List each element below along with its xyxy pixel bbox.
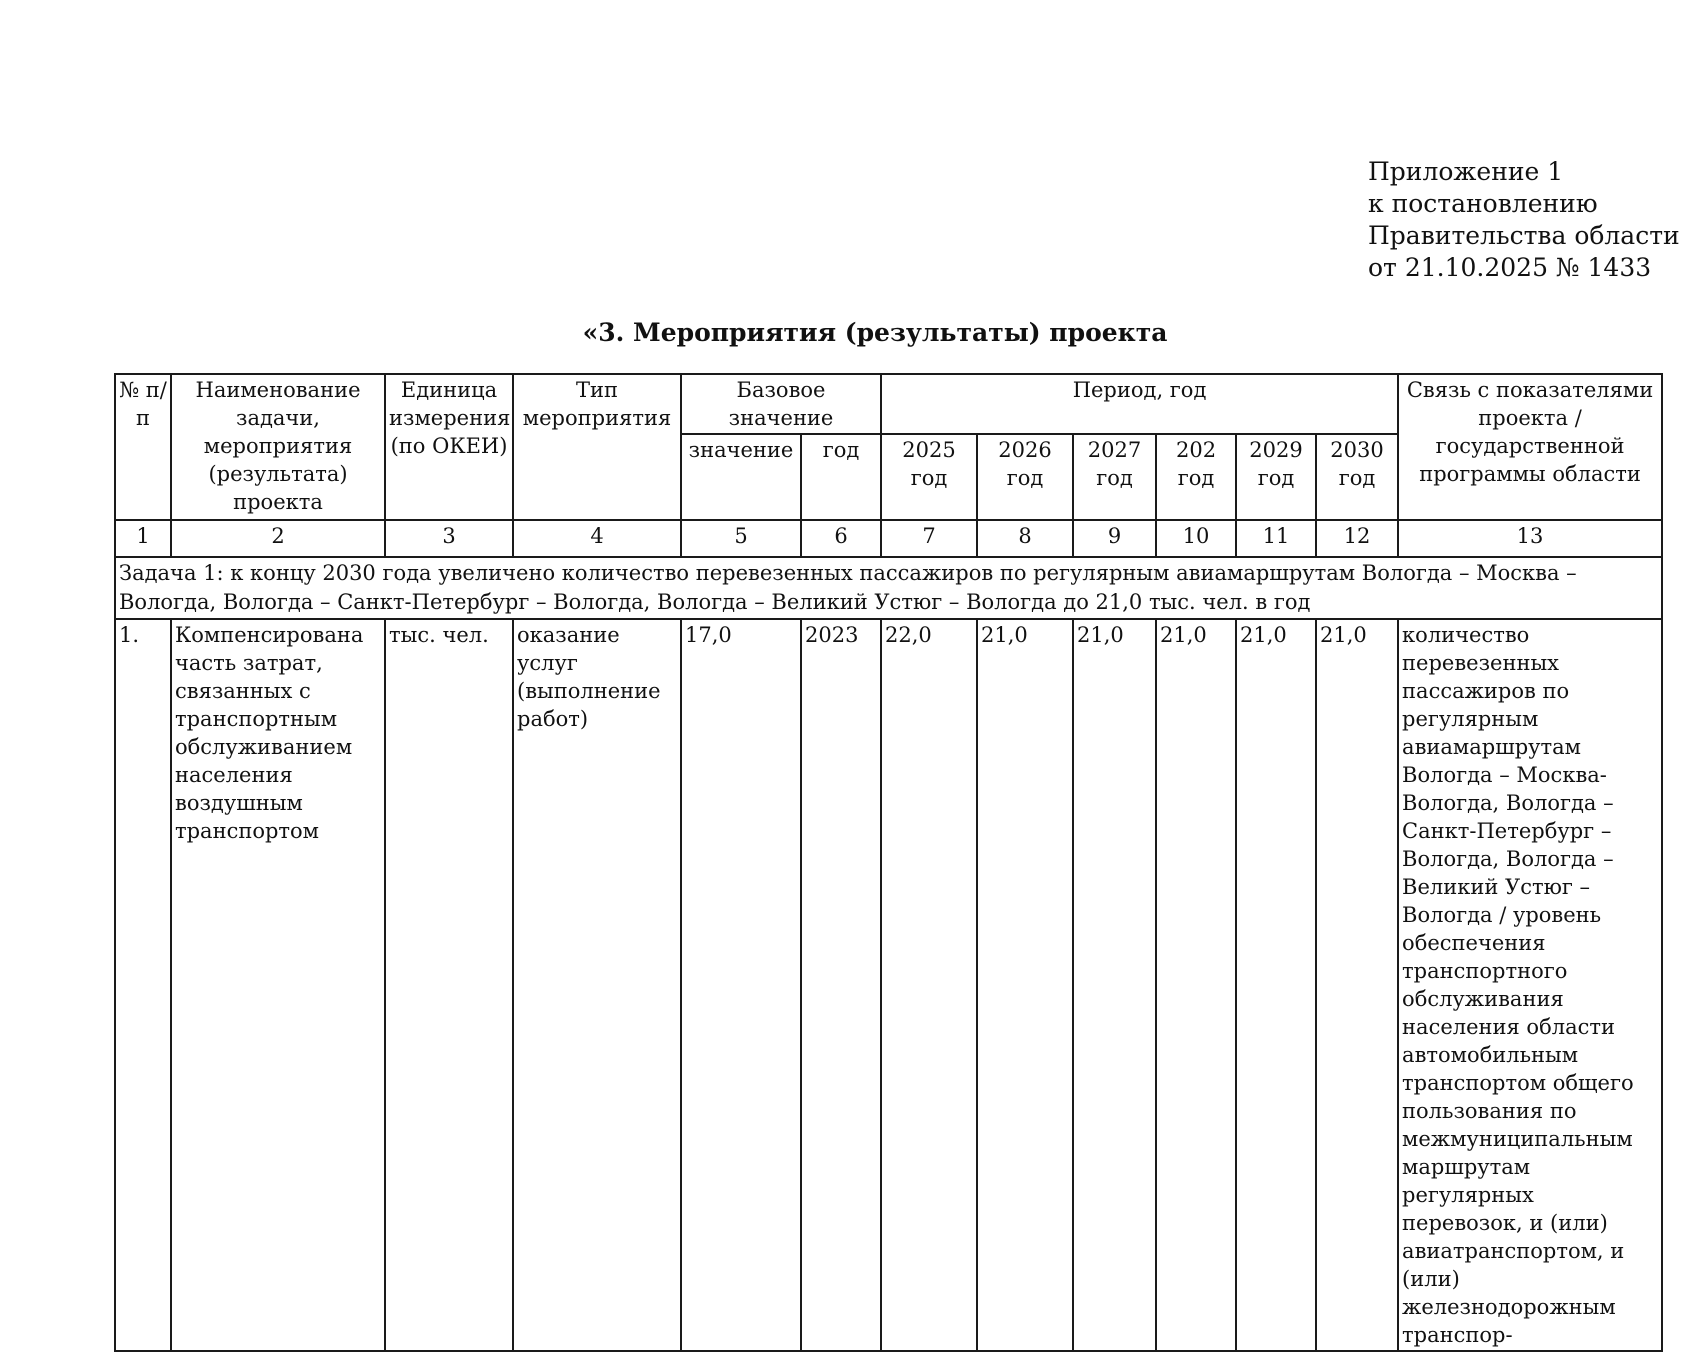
- column-number: 11: [1236, 520, 1316, 557]
- header-year-2026: 2026 год: [977, 434, 1073, 520]
- task-text: Задача 1: к концу 2030 года увеличено количество перевезенных пассажиров по регулярным авиамаршрутам Вологда – Москва – Вологда, Вологда – Санкт-Петербург – Вологда, Вологда – Великий Устюг – Вологда до 21,0 тыс. чел. в год: [115, 557, 1662, 619]
- column-number-row: [115, 520, 1662, 557]
- appendix-line: Правительства области: [1368, 221, 1680, 250]
- header-base-value: значение: [681, 434, 801, 520]
- table-row: [115, 619, 1662, 1351]
- header-period-group: Период, год: [881, 374, 1398, 434]
- row-num: 1.: [115, 619, 171, 1351]
- column-number: 1: [115, 520, 171, 557]
- header-year-2030: 2030 год: [1316, 434, 1398, 520]
- header-year-2027: 2027 год: [1073, 434, 1156, 520]
- row-value-2030: 21,0: [1316, 619, 1398, 1351]
- column-number: 9: [1073, 520, 1156, 557]
- column-number: 5: [681, 520, 801, 557]
- appendix-line: Приложение 1: [1368, 157, 1564, 186]
- column-number: 8: [977, 520, 1073, 557]
- column-number: 3: [385, 520, 513, 557]
- row-unit: тыс. чел.: [385, 619, 513, 1351]
- column-number: 12: [1316, 520, 1398, 557]
- row-link: количество перевезенных пассажиров по регулярным авиамаршрутам Вологда – Москва-Вологда, Вологда – Санкт-Петербург – Вологда, Вологда – Великий Устюг – Вологда / уровень обеспечения транспортного обслуживания населения области автомобильным транспортом общего пользования по межмуниципальным маршрутам регулярных перевозок, и (или) авиатранспортом, и (или) железнодорожным транспор-: [1398, 619, 1662, 1351]
- appendix-line: к постановлению: [1368, 189, 1598, 218]
- row-value-2025: 22,0: [881, 619, 977, 1351]
- header-year-2028: 202 год: [1156, 434, 1236, 520]
- row-value-2028: 21,0: [1156, 619, 1236, 1351]
- appendix-block: [1368, 156, 1680, 284]
- column-number: 2: [171, 520, 385, 557]
- task-row: [115, 557, 1662, 619]
- column-number: 13: [1398, 520, 1662, 557]
- row-value-2027: 21,0: [1073, 619, 1156, 1351]
- column-number: 4: [513, 520, 681, 557]
- header-link: Связь с показателями проекта / государственной программы области: [1398, 374, 1662, 520]
- measures-table: [114, 373, 1663, 1352]
- row-value-2029: 21,0: [1236, 619, 1316, 1351]
- column-number: 10: [1156, 520, 1236, 557]
- appendix-line: от 21.10.2025 № 1433: [1368, 253, 1652, 282]
- header-base-group: Базовое значение: [681, 374, 881, 434]
- row-value-2026: 21,0: [977, 619, 1073, 1351]
- header-row: [115, 374, 1662, 434]
- row-base-year: 2023: [801, 619, 881, 1351]
- header-num: № п/п: [115, 374, 171, 520]
- column-number: 6: [801, 520, 881, 557]
- row-type: оказание услуг (выполнение работ): [513, 619, 681, 1351]
- column-number: 7: [881, 520, 977, 557]
- header-unit: Единица измерения (по ОКЕИ): [385, 374, 513, 520]
- header-year-2025: 2025 год: [881, 434, 977, 520]
- row-base-value: 17,0: [681, 619, 801, 1351]
- header-type: Тип мероприятия: [513, 374, 681, 520]
- header-year-2029: 2029 год: [1236, 434, 1316, 520]
- header-base-year: год: [801, 434, 881, 520]
- row-name: Компенсирована часть затрат, связанных с транспортным обслуживанием населения воздушным транспортом: [171, 619, 385, 1351]
- header-name: Наименование задачи, мероприятия (результата) проекта: [171, 374, 385, 520]
- page-title: «3. Мероприятия (результаты) проекта: [582, 318, 1168, 347]
